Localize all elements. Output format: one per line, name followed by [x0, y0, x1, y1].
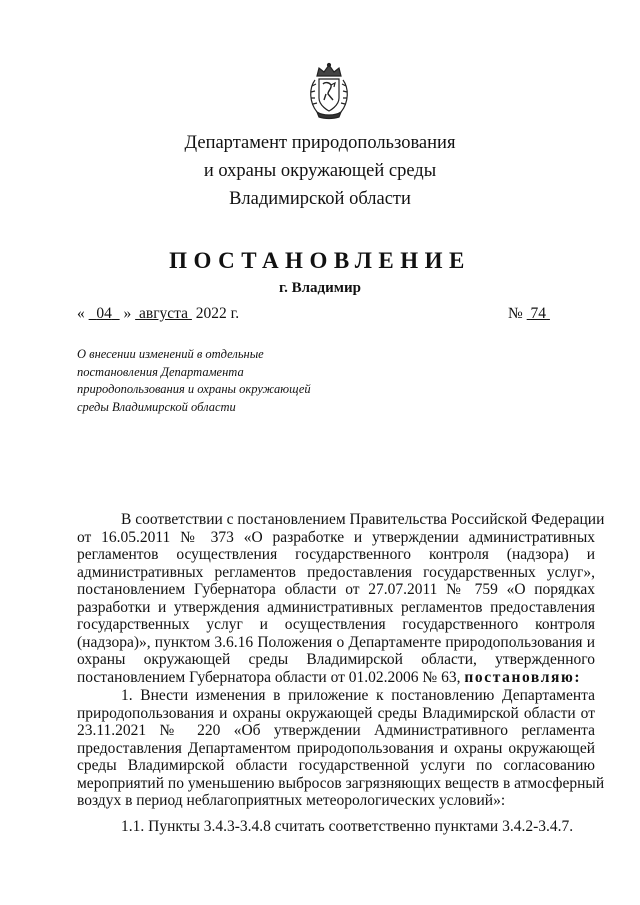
document-title: ПОСТАНОВЛЕНИЕ	[169, 248, 471, 273]
text-line: разработки и утверждения административных регламентов предоставления	[77, 598, 595, 616]
subject-line: постановления Департамента	[77, 364, 244, 379]
document-city: г. Владимир	[279, 280, 361, 296]
text-line: природопользования и охраны окружающей среды Владимирской области от	[77, 704, 595, 722]
text-line: (надзора)», пунктом 3.6.16 Положения о Департаменте природопользования и	[77, 633, 595, 651]
date-close-quote: »	[123, 305, 132, 322]
text-line: государственных услуг и осуществления государственного контроля	[77, 616, 595, 633]
date-year: 2022 г.	[195, 305, 240, 322]
document-number	[508, 305, 550, 323]
text-line: от 16.05.2011 № 373 «О разработке и утверждении административных	[77, 528, 595, 546]
text-line: 23.11.2021 № 220 «Об утверждении Административного регламента	[77, 722, 595, 739]
department-name-line-3: Владимирской области	[229, 189, 411, 209]
text-line: В соответствии с постановлением Правительства Российской Федерации	[121, 511, 605, 528]
department-name-line-2: и охраны окружающей среды	[203, 161, 437, 181]
number-sign: №	[508, 305, 523, 322]
coat-of-arms-icon	[307, 62, 351, 120]
subject-line: природопользования и охраны окружающей	[77, 382, 311, 396]
text-line: постановлением Губернатора области от 27.07.2011 № 759 «О порядках	[77, 581, 595, 598]
text-line: охраны окружающей среды Владимирской области, утвержденного	[77, 651, 595, 668]
text-line: административных регламентов предоставления государственных услуг»,	[77, 563, 595, 581]
subject-line: среды Владимирской области	[77, 399, 236, 414]
decree-basis-text: постановлением Губернатора области от 01.02.2006 № 63,	[77, 668, 461, 686]
department-name-line-1: Департамент природопользования	[184, 133, 456, 153]
document-date	[77, 305, 239, 323]
date-day: 04	[96, 305, 112, 322]
text-line: предоставления Департаментом природопользования и охраны окружающей	[77, 739, 595, 757]
item-1-1-paragraph	[77, 818, 595, 836]
text-line: 1.1. Пункты 3.4.3-3.4.8 считать соответственно пунктами 3.4.2-3.4.7.	[121, 818, 574, 835]
document-subject	[77, 346, 337, 416]
subject-line: О внесении изменений в отдельные	[77, 347, 264, 361]
text-line: мероприятий по уменьшению выбросов загрязняющих веществ в атмосферный	[77, 774, 605, 792]
item-1-paragraph	[77, 687, 605, 810]
date-open-quote: «	[77, 305, 85, 322]
text-line: среды Владимирской области государственной услуги по согласованию	[77, 757, 595, 774]
decree-keyword: постановляю:	[464, 668, 582, 686]
preamble-paragraph	[77, 511, 605, 686]
text-line: регламентов осуществления государственного контроля (надзора) и	[77, 546, 595, 563]
text-line	[77, 669, 595, 687]
text-line: воздух в период неблагоприятных метеорологических условий»:	[77, 792, 506, 809]
number-value: 74	[530, 305, 547, 322]
text-line: 1. Внести изменения в приложение к постановлению Департамента	[121, 687, 595, 704]
date-month: августа	[139, 305, 189, 322]
